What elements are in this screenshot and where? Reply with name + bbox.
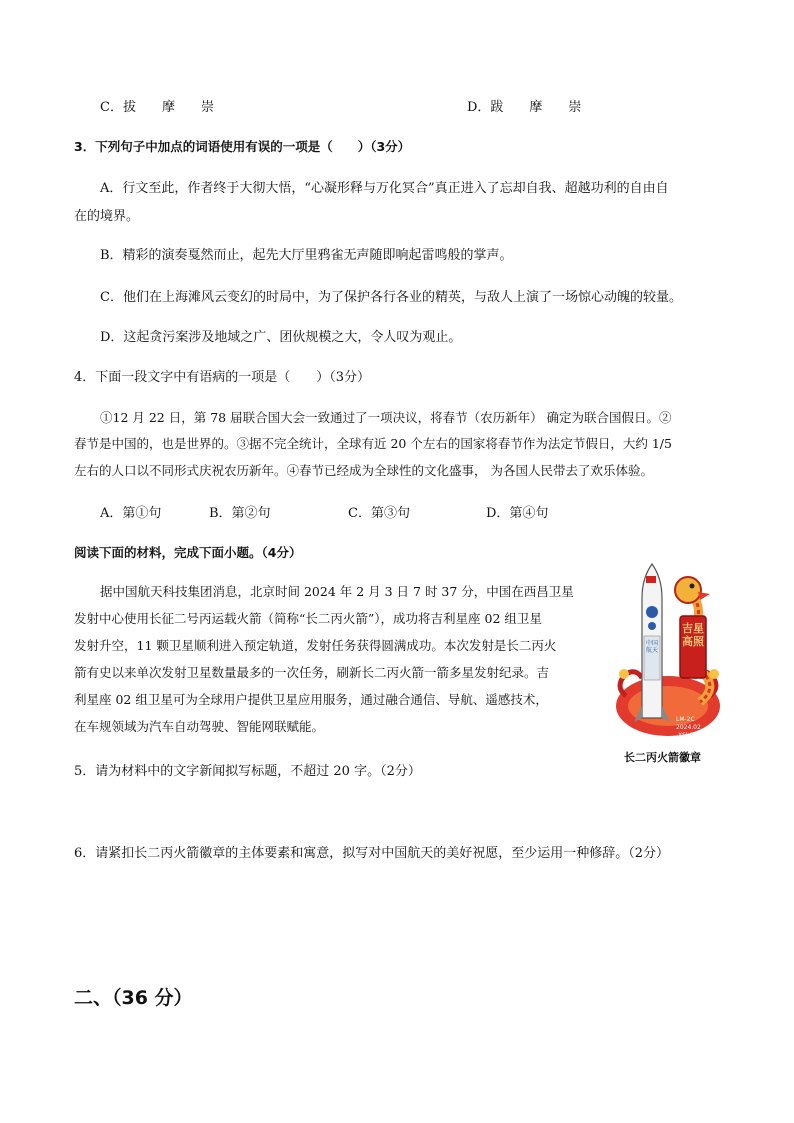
reading-heading: 阅读下面的材料，完成下面小题。（4分） — [74, 545, 302, 560]
q5-stem: 5．请为材料中的文字新闻拟写标题，不超过 20 字。（2分） — [74, 764, 421, 779]
rocket-badge — [606, 556, 736, 746]
section-two-heading: 二、（36 分） — [74, 987, 193, 1009]
reading-line6: 在车规领域为汽车自动驾驶、智能网联赋能。 — [74, 719, 325, 734]
q4-option-c: C．第③句 — [348, 506, 410, 521]
q4-stem: 4．下面一段文字中有语病的一项是（ ）（3分） — [74, 370, 371, 385]
q3-option-c: C．他们在上海滩风云变幻的时局中，为了保护各行各业的精英，与敌人上演了一场惊心动魄的较量。 — [100, 290, 682, 305]
q3-option-a-line1: A．行文至此，作者终于大彻大悟，“心凝形释与万化冥合”真正进入了忘却自我、超越功利的自由自 — [100, 181, 669, 196]
badge-rocket-label: 中国航天 — [646, 640, 659, 654]
reading-line1: 据中国航天科技集团消息，北京时间 2024 年 2 月 3 日 7 时 37 分，中国在西昌卫星 — [100, 584, 574, 599]
badge-code: XSLC — [678, 732, 694, 739]
badge-caption: 长二丙火箭徽章 — [624, 751, 701, 764]
q3-option-b: B．精彩的演奏戛然而止，起先大厅里鸦雀无声随即响起雷鸣般的掌声。 — [100, 248, 513, 263]
rocket-badge-graphic — [606, 556, 736, 746]
q2-option-c: C．拔 摩 崇 — [100, 100, 214, 115]
reading-line3: 发射升空，11 颗卫星顺利进入预定轨道，发射任务获得圆满成功。本次发射是长二丙火 — [74, 638, 557, 653]
q4-option-a: A．第①句 — [100, 506, 162, 521]
q4-passage-line1: ①12 月 22 日，第 78 届联合国大会一致通过了一项决议，将春节（农历新年） 确定为联合国假日。② — [100, 410, 672, 425]
q4-option-d: D．第④句 — [486, 506, 549, 521]
reading-line2: 发射中心使用长征二号丙运载火箭（简称“长二丙火箭”），成功将吉利星座 02 组卫星 — [74, 611, 542, 626]
badge-date: 2024.02 — [676, 724, 701, 731]
q3-stem: 3．下列句子中加点的词语使用有误的一项是（ ）（3分） — [74, 139, 411, 154]
q3-option-d: D．这起贪污案涉及地域之广、团伙规模之大，令人叹为观止。 — [100, 330, 462, 345]
q4-option-b: B．第②句 — [209, 506, 271, 521]
badge-model: LM-2C — [676, 716, 695, 723]
q4-passage-line2: 春节是中国的，也是世界的。③据不完全统计，全球有近 20 个左右的国家将春节作为法定节假日，大约 1/5 — [74, 436, 672, 451]
q2-option-d: D．跋 摩 崇 — [467, 100, 582, 115]
reading-line4: 箭有史以来单次发射卫星数量最多的一次任务，刷新长二丙火箭一箭多星发射纪录。吉 — [74, 665, 550, 680]
q6-stem: 6．请紧扣长二丙火箭徽章的主体要素和寓意，拟写对中国航天的美好祝愿，至少运用一种修辞。（2分） — [74, 846, 670, 861]
badge-slogan: 吉星高照 — [682, 622, 704, 648]
reading-line5: 利星座 02 组卫星可为全球用户提供卫星应用服务，通过融合通信、导航、遥感技术， — [74, 692, 548, 707]
q4-passage-line3: 左右的人口以不同形式庆祝农历新年。④春节已经成为全球性的文化盛事， 为各国人民带去了欢乐体验。 — [74, 463, 653, 478]
q3-option-a-line2: 在的境界。 — [74, 209, 140, 224]
